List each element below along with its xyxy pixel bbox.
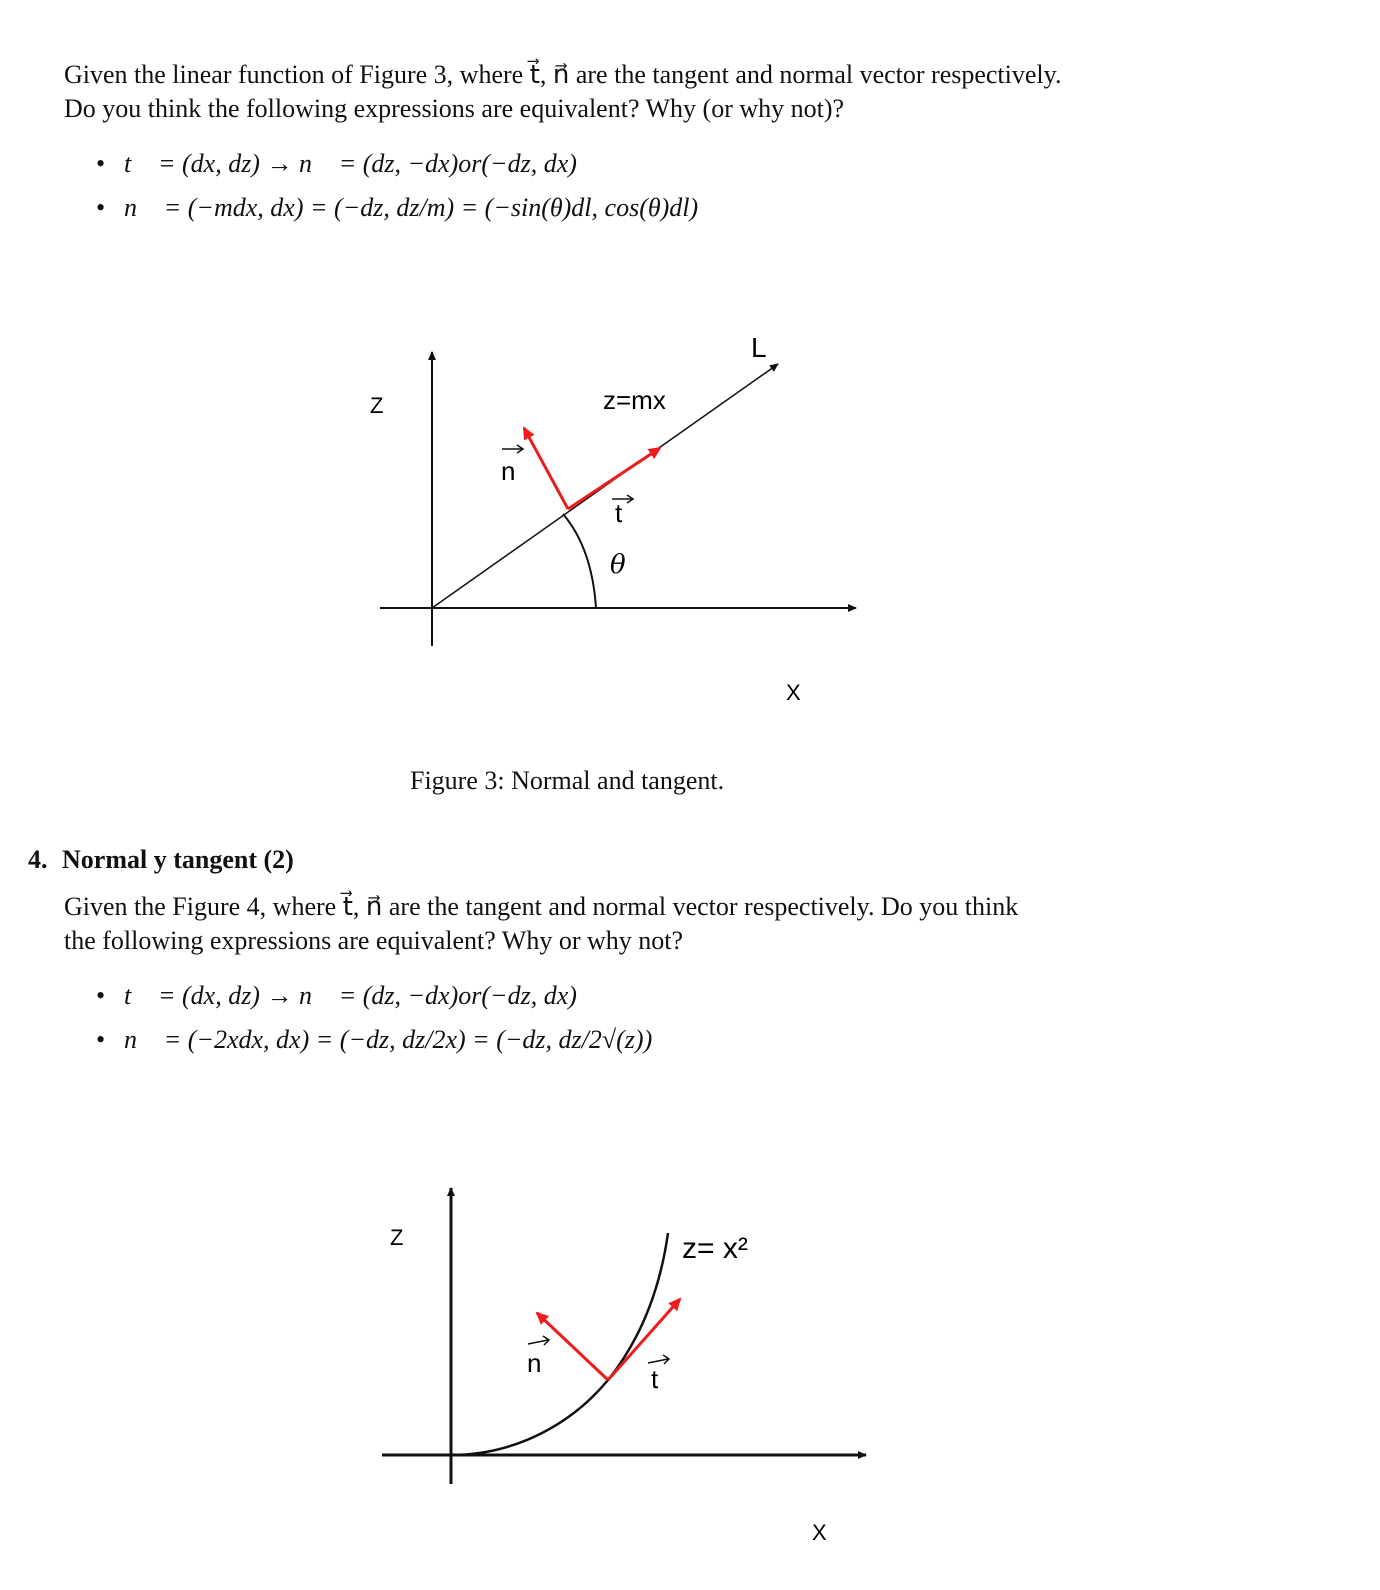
- section4-bullet-2: n⃗ = (−2xdx, dx) = (−dz, dz/2x) = (−dz, dz/2√(z)): [124, 1025, 653, 1054]
- list-item: • t⃗ = (dx, dz) → n⃗ = (dz, −dx)or(−dz, dx): [96, 149, 577, 178]
- curve-label: z= x²: [682, 1232, 748, 1265]
- section4-intro-line2: the following expressions are equivalent? Why or why not?: [64, 926, 684, 955]
- normal-vector: [537, 1313, 608, 1380]
- list-item: • t⃗ = (dx, dz) → n⃗ = (dz, −dx)or(−dz, dx): [96, 981, 577, 1010]
- list-item: • n⃗ = (−mdx, dx) = (−dz, dz/m) = (−sin(θ)dl, cos(θ)dl): [96, 193, 699, 222]
- normal-vector: [524, 428, 568, 509]
- tangent-label-text: t: [615, 498, 623, 528]
- section3-intro-line1: Given the linear function of Figure 3, where t⃗, n⃗ are the tangent and normal vector respectively.: [64, 60, 1062, 89]
- section4-heading: [28, 845, 294, 875]
- section3-bullet-list: [96, 142, 698, 230]
- tangent-label: [648, 1355, 669, 1394]
- x-axis-label: X: [786, 680, 801, 705]
- normal-label: [527, 1336, 549, 1378]
- x-axis-label: X: [812, 1520, 827, 1545]
- tangent-label: [612, 495, 633, 528]
- normal-label: [501, 445, 523, 486]
- figure-3: [0, 300, 1380, 740]
- section4-bullet-1: t⃗ = (dx, dz) → n⃗ = (dz, −dx)or(−dz, dx): [124, 981, 577, 1010]
- normal-label-text: n: [501, 456, 516, 486]
- figure-3-caption: Figure 3: Normal and tangent.: [410, 766, 725, 795]
- section4-number: 4.: [28, 845, 48, 874]
- tangent-vector: [568, 448, 660, 509]
- section3-bullet-1: t⃗ = (dx, dz) → n⃗ = (dz, −dx)or(−dz, dx): [124, 149, 577, 178]
- section3-bullet-2: n⃗ = (−mdx, dx) = (−dz, dz/m) = (−sin(θ)dl, cos(θ)dl): [124, 193, 699, 222]
- z-axis-label: Z: [390, 1225, 404, 1250]
- line-label: z=mx: [603, 385, 666, 415]
- theta-arc: [563, 514, 596, 608]
- theta-label: θ: [610, 550, 626, 580]
- section4-title: Normal y tangent (2): [62, 845, 294, 874]
- tangent-vector: [608, 1299, 680, 1380]
- normal-label-text: n: [527, 1348, 542, 1378]
- parabola-curve: [451, 1233, 668, 1455]
- z-axis-label: Z: [370, 393, 384, 418]
- section4-bullet-list: [96, 974, 652, 1062]
- l-label: L: [751, 332, 767, 363]
- list-item: • n⃗ = (−2xdx, dx) = (−dz, dz/2x) = (−dz, dz/2√(z)): [96, 1025, 653, 1054]
- section4-intro-line1: Given the Figure 4, where t⃗, n⃗ are the tangent and normal vector respectively. Do you think: [64, 892, 1019, 921]
- tangent-label-text: t: [651, 1364, 659, 1394]
- section3-intro-line2: Do you think the following expressions are equivalent? Why (or why not)?: [64, 94, 845, 123]
- figure-4: [0, 1170, 1380, 1570]
